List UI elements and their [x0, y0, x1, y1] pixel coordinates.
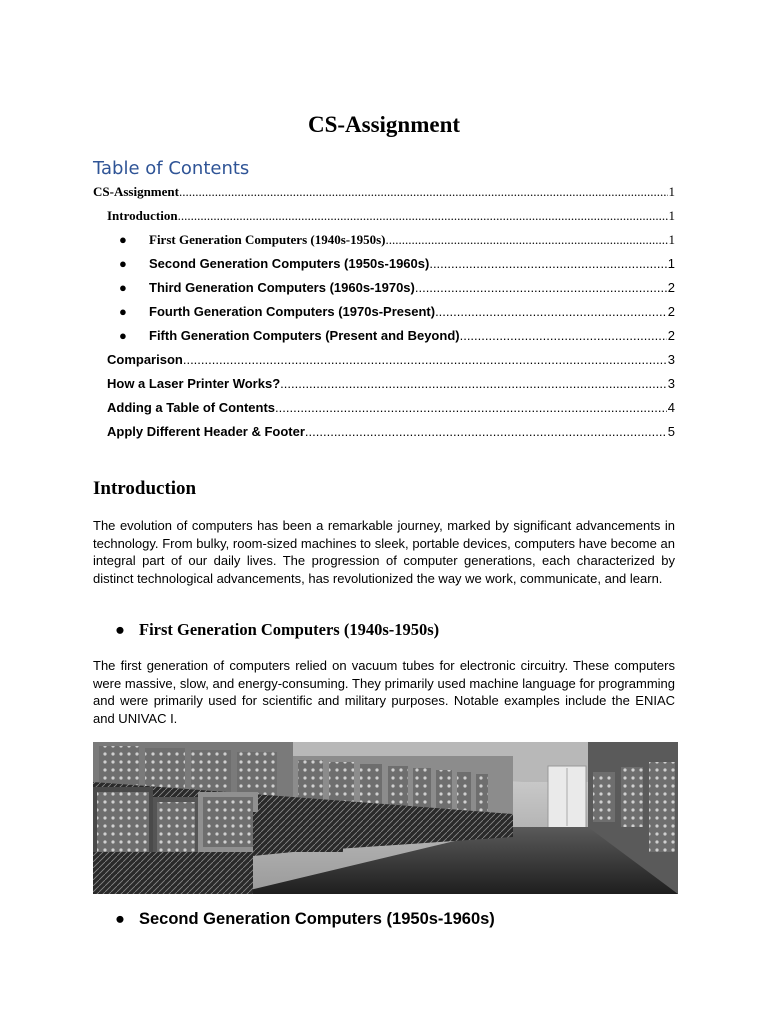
toc-page-number: 5 — [667, 424, 675, 439]
toc-page-number: 1 — [668, 184, 675, 199]
toc-entry[interactable] — [93, 228, 675, 252]
introduction-heading: Introduction — [93, 478, 197, 499]
toc-entry-label: Introduction — [107, 208, 178, 223]
toc-dot-leader — [178, 204, 668, 228]
toc-entry[interactable] — [93, 204, 675, 228]
eniac-photo — [93, 742, 678, 894]
toc-page-number: 2 — [667, 328, 675, 343]
bullet-icon: ● — [115, 620, 125, 639]
first-generation-heading-text: First Generation Computers (1940s-1950s) — [139, 620, 440, 639]
toc-entry[interactable] — [93, 420, 675, 444]
toc-dot-leader — [305, 420, 667, 444]
bullet-icon: ● — [119, 232, 127, 247]
toc-dot-leader — [280, 372, 667, 396]
bullet-icon: ● — [119, 304, 127, 319]
bullet-icon: ● — [119, 280, 127, 295]
toc-page-number: 2 — [667, 304, 675, 319]
toc-page-number: 4 — [667, 400, 675, 415]
toc-entry-label: Apply Different Header & Footer — [107, 424, 305, 439]
toc-page-number: 1 — [668, 232, 675, 247]
toc-entry[interactable] — [93, 324, 675, 348]
toc-dot-leader — [179, 180, 668, 204]
toc-dot-leader — [415, 276, 667, 300]
toc-entry-label: How a Laser Printer Works? — [107, 376, 281, 391]
second-generation-heading — [115, 910, 495, 929]
toc-entry[interactable] — [93, 252, 675, 276]
toc-entry[interactable] — [93, 348, 675, 372]
toc-entry-label: Fourth Generation Computers (1970s-Present) — [149, 304, 436, 319]
first-generation-heading — [115, 620, 439, 640]
document-title: CS-Assignment — [307, 112, 461, 137]
bullet-icon: ● — [115, 910, 125, 928]
toc-entry-label: Second Generation Computers (1950s-1960s) — [149, 256, 430, 271]
toc-dot-leader — [460, 324, 667, 348]
toc-entry-label: Comparison — [107, 352, 183, 367]
toc-entry-label: CS-Assignment — [93, 184, 179, 199]
toc-page-number: 2 — [667, 280, 675, 295]
bullet-icon: ● — [119, 256, 127, 271]
toc-entry[interactable] — [93, 180, 675, 204]
toc-dot-leader — [275, 396, 667, 420]
toc-entry-label: Fifth Generation Computers (Present and Beyond) — [149, 328, 460, 343]
toc-entry-label: Adding a Table of Contents — [107, 400, 276, 415]
toc-entry[interactable] — [93, 372, 675, 396]
toc-dot-leader — [386, 228, 668, 252]
toc-page-number: 1 — [667, 256, 675, 271]
toc-page-number: 3 — [667, 352, 675, 367]
toc-dot-leader — [429, 252, 666, 276]
table-of-contents — [93, 180, 675, 444]
toc-entry-label: Third Generation Computers (1960s-1970s) — [149, 280, 415, 295]
toc-page-number: 3 — [667, 376, 675, 391]
toc-entry[interactable] — [93, 300, 675, 324]
toc-entry[interactable] — [93, 276, 675, 300]
second-generation-heading-text: Second Generation Computers (1950s-1960s) — [139, 910, 495, 928]
first-generation-paragraph: The first generation of computers relied on vacuum tubes for electronic circuitry. These computers were massive, slow, and energy-consuming. They primarily used machine language for programming and were primarily used for scientific and military purposes. Notable examples include the ENIAC and UNIVAC I. — [93, 658, 675, 726]
toc-dot-leader — [183, 348, 667, 372]
toc-entry[interactable] — [93, 396, 675, 420]
bullet-icon: ● — [119, 328, 127, 343]
toc-page-number: 1 — [668, 208, 675, 223]
toc-dot-leader — [435, 300, 667, 324]
toc-entry-label: First Generation Computers (1940s-1950s) — [149, 232, 386, 247]
toc-heading: Table of Contents — [93, 158, 250, 179]
introduction-paragraph: The evolution of computers has been a remarkable journey, marked by significant advancements in technology. From bulky, room-sized machines to sleek, portable devices, computers have become an integral part of our daily lives. The progression of computer generations, each characterized by distinct technological advancements, has revolutionized the way we work, communicate, and learn. — [93, 518, 675, 586]
